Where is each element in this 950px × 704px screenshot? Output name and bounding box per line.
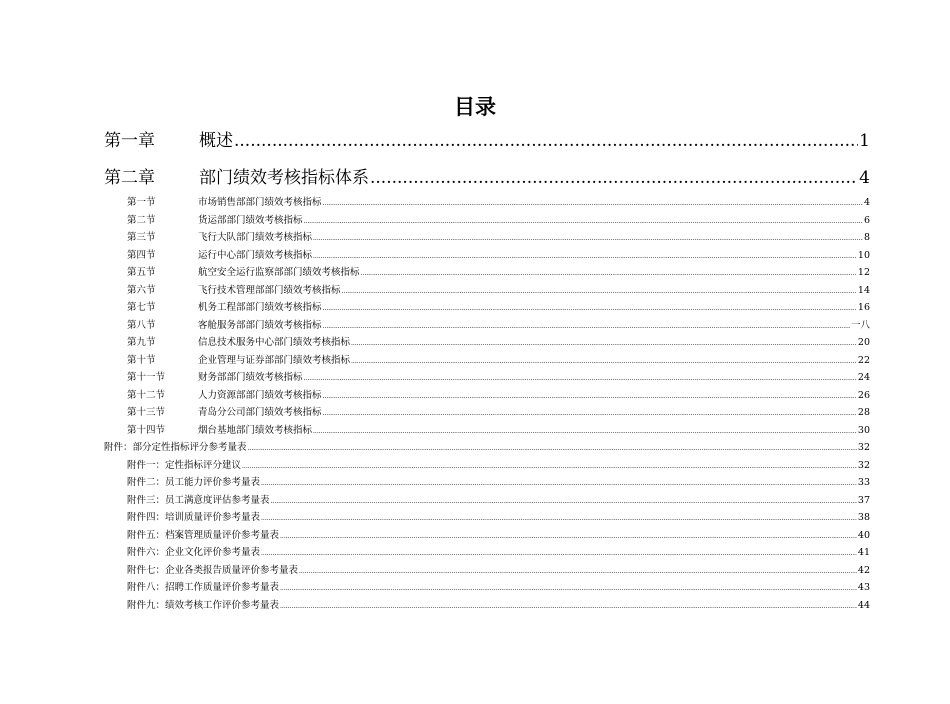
page-number: 20 bbox=[857, 337, 870, 348]
page-number: 26 bbox=[857, 389, 870, 401]
section-title: 机务工程部部门绩效考核指标 bbox=[198, 302, 322, 313]
page-number: 16 bbox=[857, 302, 870, 313]
section-number: 第六节 bbox=[127, 284, 156, 296]
dot-leader bbox=[342, 285, 857, 299]
page-number: 40 bbox=[857, 529, 870, 541]
section-title: 青岛分公司部门绩效考核指标 bbox=[198, 407, 322, 418]
page-number: 4 bbox=[859, 168, 870, 188]
dot-leader bbox=[370, 167, 858, 189]
page-number: 28 bbox=[857, 407, 870, 418]
toc-section-14[interactable] bbox=[127, 424, 870, 439]
section-number: 第二节 bbox=[127, 214, 156, 226]
toc-section-6[interactable] bbox=[127, 284, 870, 299]
dot-leader bbox=[234, 130, 858, 152]
toc-appendix-9[interactable] bbox=[127, 599, 870, 614]
section-number: 第五节 bbox=[127, 267, 156, 278]
dot-leader bbox=[304, 372, 857, 386]
dot-leader bbox=[351, 355, 857, 369]
toc-section-7[interactable] bbox=[127, 301, 870, 316]
dot-leader bbox=[248, 442, 857, 456]
page-number: 8 bbox=[863, 232, 870, 243]
toc-section-5[interactable] bbox=[127, 266, 870, 281]
appendix-title: 附件九：绩效考核工作评价参考量表 bbox=[127, 599, 280, 611]
page-number: 33 bbox=[857, 477, 870, 488]
appendix-title: 附件三：员工满意度评估参考量表 bbox=[127, 494, 270, 506]
section-number: 第四节 bbox=[127, 249, 156, 261]
dot-leader bbox=[313, 425, 857, 439]
toc-appendix-2[interactable] bbox=[127, 476, 870, 491]
dot-leader bbox=[323, 390, 857, 404]
toc-section-12[interactable] bbox=[127, 389, 870, 404]
dot-leader bbox=[313, 232, 863, 246]
chapter-number: 第二章 bbox=[104, 168, 155, 188]
section-title: 运行中心部门绩效考核指标 bbox=[198, 249, 313, 261]
dot-leader bbox=[361, 267, 857, 281]
appendix-title: 附件六：企业文化评价参考量表 bbox=[127, 547, 261, 558]
section-title: 财务部部门绩效考核指标 bbox=[198, 372, 303, 383]
section-number: 第十节 bbox=[127, 354, 156, 366]
appendix-title: 附件八：招聘工作质量评价参考量表 bbox=[127, 582, 280, 593]
chapter-title: 部门绩效考核指标体系 bbox=[199, 168, 369, 188]
page-number: 41 bbox=[857, 547, 870, 558]
dot-leader bbox=[280, 530, 857, 544]
page-number: 一八 bbox=[850, 319, 870, 331]
section-number: 第八节 bbox=[127, 319, 156, 331]
page-number: 22 bbox=[857, 354, 870, 366]
section-title: 飞行大队部门绩效考核指标 bbox=[198, 232, 313, 243]
page-number: 32 bbox=[857, 459, 870, 471]
page-number: 10 bbox=[857, 249, 870, 261]
section-title: 航空安全运行监察部部门绩效考核指标 bbox=[198, 267, 360, 278]
toc-section-8[interactable] bbox=[127, 319, 870, 334]
page-number: 4 bbox=[863, 197, 870, 208]
toc-section-10[interactable] bbox=[127, 354, 870, 369]
appendix-title: 附件四：培训质量评价参考量表 bbox=[127, 512, 261, 523]
section-title: 飞行技术管理部部门绩效考核指标 bbox=[198, 284, 341, 296]
toc-section-4[interactable] bbox=[127, 249, 870, 264]
section-number: 第十四节 bbox=[127, 424, 166, 436]
section-number: 第十二节 bbox=[127, 389, 166, 401]
dot-leader bbox=[323, 197, 863, 211]
section-title: 货运部部门绩效考核指标 bbox=[198, 214, 303, 226]
section-title: 市场销售部部门绩效考核指标 bbox=[198, 197, 322, 208]
page-number: 42 bbox=[857, 564, 870, 576]
dot-leader bbox=[280, 582, 857, 596]
toc-section-13[interactable] bbox=[127, 406, 870, 421]
dot-leader bbox=[280, 600, 857, 614]
page-number: 32 bbox=[857, 442, 870, 453]
dot-leader bbox=[242, 460, 857, 474]
dot-leader bbox=[313, 250, 857, 264]
toc-chapter-1[interactable] bbox=[104, 130, 870, 152]
dot-leader bbox=[271, 495, 857, 509]
appendix-title: 附件二：员工能力评价参考量表 bbox=[127, 477, 261, 488]
page-number: 38 bbox=[857, 512, 870, 523]
section-number: 第一节 bbox=[127, 197, 156, 208]
toc-section-1[interactable] bbox=[127, 196, 870, 211]
toc-appendix-5[interactable] bbox=[127, 529, 870, 544]
page-number: 1 bbox=[859, 131, 870, 151]
toc-appendix-4[interactable] bbox=[127, 511, 870, 526]
dot-leader bbox=[261, 512, 857, 526]
toc-section-9[interactable] bbox=[127, 336, 870, 351]
toc-appendix-heading[interactable] bbox=[104, 441, 870, 456]
page-number: 12 bbox=[857, 267, 870, 278]
toc-appendix-8[interactable] bbox=[127, 581, 870, 596]
page-number: 24 bbox=[857, 372, 870, 383]
page-number: 44 bbox=[857, 599, 870, 611]
section-title: 客舱服务部部门绩效考核指标 bbox=[198, 319, 322, 331]
toc-appendix-3[interactable] bbox=[127, 494, 870, 509]
dot-leader bbox=[261, 477, 857, 491]
section-number: 第十一节 bbox=[127, 372, 166, 383]
page-number: 30 bbox=[857, 424, 870, 436]
section-title: 烟台基地部门绩效考核指标 bbox=[198, 424, 313, 436]
toc-appendix-1[interactable] bbox=[127, 459, 870, 474]
section-title: 人力资源部部门绩效考核指标 bbox=[198, 389, 322, 401]
section-number: 第三节 bbox=[127, 232, 156, 243]
page-number: 6 bbox=[863, 214, 870, 226]
dot-leader bbox=[304, 215, 863, 229]
toc-section-3[interactable] bbox=[127, 231, 870, 246]
appendix-title: 附件五：档案管理质量评价参考量表 bbox=[127, 529, 280, 541]
appendix-heading-title: 附件：部分定性指标评分参考量表 bbox=[104, 442, 247, 453]
section-number: 第十三节 bbox=[127, 407, 166, 418]
toc-section-11[interactable] bbox=[127, 371, 870, 386]
section-number: 第七节 bbox=[127, 302, 156, 313]
dot-leader bbox=[351, 337, 857, 351]
appendix-title: 附件七：企业各类报告质量评价参考量表 bbox=[127, 564, 299, 576]
toc-section-2[interactable] bbox=[127, 214, 870, 229]
dot-leader bbox=[323, 407, 857, 421]
page-number: 43 bbox=[857, 582, 870, 593]
section-number: 第九节 bbox=[127, 337, 156, 348]
dot-leader bbox=[299, 565, 857, 579]
page-number: 14 bbox=[857, 284, 870, 296]
page-number: 37 bbox=[857, 494, 870, 506]
dot-leader bbox=[323, 302, 857, 316]
dot-leader bbox=[261, 547, 857, 561]
dot-leader bbox=[323, 320, 850, 334]
toc-title: 目录 bbox=[454, 95, 496, 119]
appendix-title: 附件一：定性指标评分建议 bbox=[127, 459, 242, 471]
toc-chapter-2[interactable] bbox=[104, 167, 870, 189]
chapter-number: 第一章 bbox=[104, 131, 155, 151]
chapter-title: 概述 bbox=[199, 131, 233, 151]
toc-appendix-6[interactable] bbox=[127, 546, 870, 561]
section-title: 信息技术服务中心部门绩效考核指标 bbox=[198, 337, 351, 348]
section-title: 企业管理与证券部部门绩效考核指标 bbox=[198, 354, 351, 366]
toc-appendix-7[interactable] bbox=[127, 564, 870, 579]
